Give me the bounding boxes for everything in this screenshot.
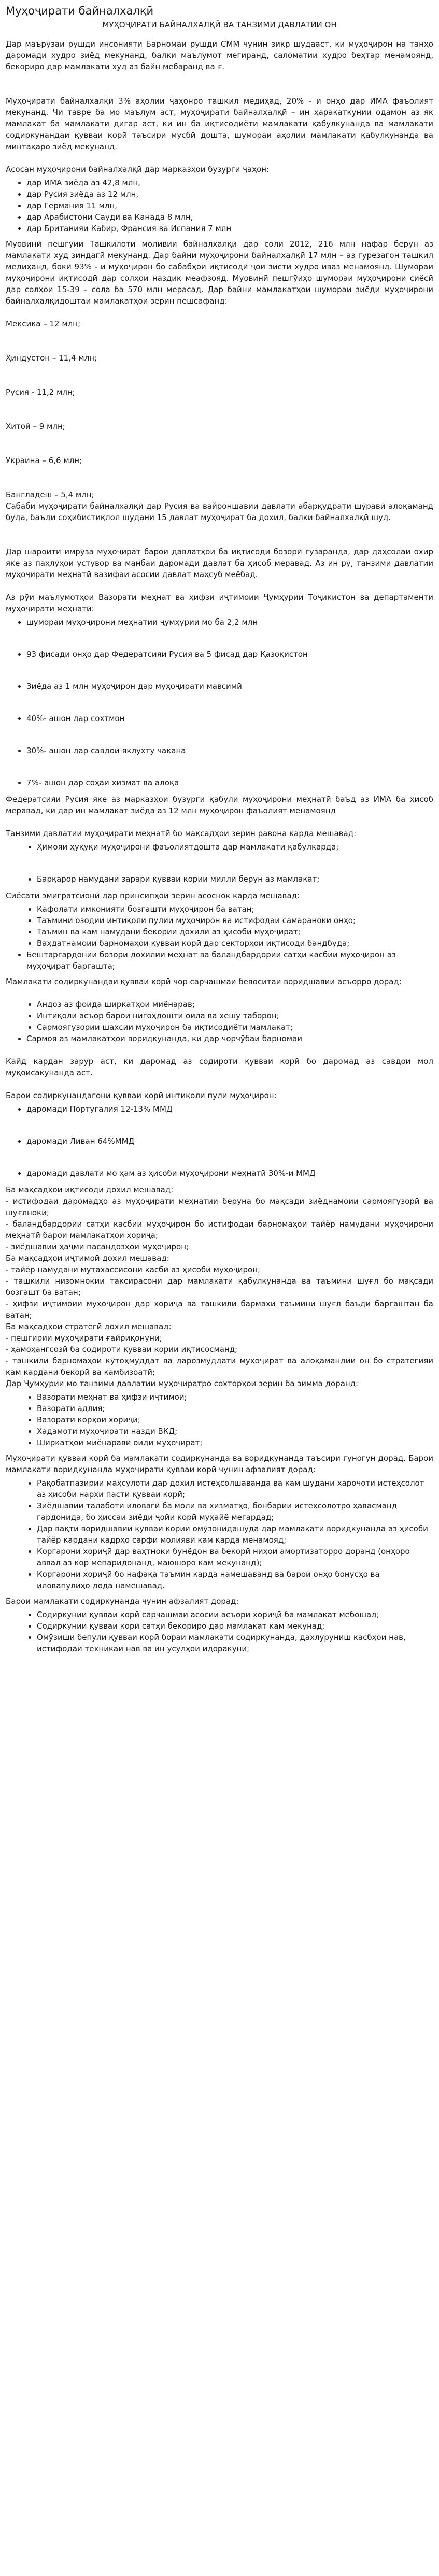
paragraph-sources-intro: Мамлакати содиркунандаи қувваи корӣ чор сарчашмаи бевоситаи воридшавии асъорро дорад:	[6, 977, 402, 986]
paragraph-strategic-goal-2: - ҳамоҳангсозӣ ба содироти қувваи кории иқтисосманд;	[6, 1345, 238, 1354]
list-item: • Вазорати корҳои хориҷӣ;	[37, 1414, 433, 1426]
sources-list	[6, 999, 433, 1033]
intro-paragraph: Дар маърӯзаи рушди инсонияти Барномаи рушди СММ чунин зикр шудааст, ки муҳоҷирон на танҳо даромади худро зиёд мекунанд, балки маълумот мегиранд, саломатии худро беҳтар менамоянд, бекориро дар мамлакати худ аз байн мебаранд ва ғ.	[6, 39, 433, 71]
paragraph-social-goals: Ба мақсадҳои иҷтимоӣ дохил мешавад:	[6, 1254, 169, 1263]
paragraph-forecast: Муовинӣ пешгӯии Ташкилоти моливии байналхалқӣ дар соли 2012, 216 млн нафар берун аз мамлакати худ зиндагӣ мекунанд. Дар байни муҳоҷирони байналхалқӣ 17 млн – аз гурезагон ташкил медиҳанд, бокӣ 93% - и муҳоҷирон бо сабабҳои иқтисодӣ ҷои зисти худро иваз менамоянд. Шумораи муҳоҷирони иқтисодӣ дар солҳои наздик меафзояд. Муовинӣ пешгӯиҳо шумораи муҳоҷирони сиёсӣ дар солҳои 15-39 – сола ба 570 млн мерасад. Дар байни мамлакатҳои шумораи зиёди муҳоҷирони байналхалқидоштаи мамлакатҳои зерин пешсафанд:	[6, 239, 433, 306]
list-item: • Андоз аз фоида ширкатҳои миёнарав;	[37, 999, 433, 1010]
list-item: • даромади давлати мо ҳам аз ҳисоби муҳоҷирони меҳнатӣ 30%-и ММД	[26, 1168, 433, 1179]
list-item: • Вазорати адлия;	[37, 1403, 433, 1414]
paragraph-social-goal-3: - ҳифзи иҷтимоии муҳоҷирон дар хориҷа ва ташкили бармахи таъмини шуғл баъди баргаштан ба ватан;	[6, 1299, 433, 1320]
list-item: • Дар вақти воридшавии қувваи кории омӯзонидашуда дар мамлакати воридкунанда аз ҳисоби тайёр кардани кадрҳо сарфи молиявӣ кам карда менамояд;	[37, 1523, 433, 1546]
centers-list	[6, 177, 433, 234]
stats-list	[6, 616, 433, 788]
country-russia: Русия - 11,2 млн;	[6, 387, 75, 397]
paragraph-strategic-goals: Ба мақсадҳои стратегӣ дохил мешавад:	[6, 1322, 172, 1331]
list-item: • даромади Ливан 64%ММД	[26, 1135, 433, 1147]
list-item: • Хадамоти муҳоҷирати назди ВКД;	[37, 1426, 433, 1437]
list-item: • Сармоягузории шахсии муҳоҷирон ба иқтисодиёти мамлакат;	[37, 1021, 433, 1033]
paragraph-remit-intro: Барои содиркунандагони қувваи корӣ интиқоли пули муҳоҷирон:	[6, 1091, 277, 1100]
list-item: • Коргарони хориҷӣ бо нафақа таъмин карда намешаванд ва барои онҳо бонусҳо ва иловапулиҳо дода намешавад.	[37, 1568, 433, 1591]
list-item: • 7%- ашон дар соҳаи хизмат ва алоқа	[26, 777, 433, 788]
export-advantages-list	[6, 1609, 433, 1654]
list-item: • Таъмини озодии интиқоли пулии муҳоҷирон ва истифодаи самараноки онҳо;	[37, 915, 433, 926]
list-item: • Ҳимояи ҳуқуқи муҳоҷирони фаъолиятдошта дар мамлакати қабулкарда;	[37, 841, 433, 853]
paragraph-social-goal-2: - ташкили низомнокии таксирасони дар мамлакати қабулкунанда ва таъмини шуғл бо мақсади бозгашт ба ватан;	[6, 1276, 433, 1297]
country-china: Хитой – 9 млн;	[6, 422, 65, 431]
country-ukraine: Украина – 6,6 млн;	[6, 456, 82, 465]
import-advantages-list	[6, 1477, 433, 1591]
list-item: • дар ИМА зиёда аз 42,8 млн,	[26, 177, 433, 189]
paragraph-russia-center: Федератсияи Русия яке аз марказҳои бузурги қабули муҳоҷирони меҳнатӣ баъд аз ИМА ба ҳисоб меравад, ки дар ин мамлакат зиёда аз 12 млн муҳоҷирон фаъолият менамоянд	[6, 795, 433, 815]
list-item: • Интиқоли асъор барои нигоҳдошти оила ва хешу таборон;	[37, 1010, 433, 1021]
principles-list	[6, 903, 433, 949]
paragraph-bodies-intro: Дар Ҷумҳурии мо танзими давлатии муҳоҷиратро сохторҳои зерин ба зимма доранд:	[6, 1379, 359, 1388]
remit-list	[6, 1103, 433, 1179]
sources-outer-list	[6, 1033, 433, 1044]
list-item: • Содиркунии қувваи корӣ сатҳи бекориро дар мамлакат кам мекунад;	[37, 1620, 433, 1632]
list-item: • Содиркунии қувваи корӣ сарчашмаи асосии асъори хориҷӣ ба мамлакат мебошад;	[37, 1609, 433, 1620]
list-item: • Коргарони хориҷӣ дар ваҳтноки бунёдон ва бекорӣ ниҳои амортизаторро доранд (онҳоро аввал аз кор мепаридонанд, маюшоро кам мекунанд);	[37, 1546, 433, 1568]
paragraph-export-intro: Барои мамлакати содиркунанда чунин афзалият дорад:	[6, 1596, 239, 1606]
paragraph-economic-goals: Ба мақсадҳои иқтисоди дохил мешавад:	[6, 1185, 174, 1195]
paragraph-goals-intro: Танзими давлатии муҳоҷирати меҳнатӣ бо мақсадҳои зерин равона карда мешавад:	[6, 829, 357, 838]
paragraph-migration-share: Муҳоҷирати байналхалқӣ 3% аҳолии ҷаҳонро ташкил медиҳад, 20% - и онҳо дар ИМА фаъолият мекунанд. Чи тавре ба мо маълум аст, муҳоҷирати байналхалқӣ – ин ҳаракаткунии одамон аз як мамлакат ба мамлакати дигар аст, ки ин ба иқтисодиёти мамлакати қабулкунанда ва мамлакати содиркунандаи қувваи корӣ таъсири мусбӣ дошта, шумораи аҳолии мамлакати қабулкунанда ва минтақаро зиёд мекунанд.	[6, 96, 433, 151]
paragraph-strategic-goal-1: - пешгирии муҳоҷирати ғайриқонунӣ;	[6, 1333, 162, 1343]
list-item: • Бештаргардонии бозори дохилии меҳнат ва баландбардории сатҳи касбии муҳоҷирон аз муҳоҷират баргашта;	[26, 949, 433, 972]
list-item: • дар Арабистони Саудӣ ва Канада 8 млн,	[26, 211, 433, 223]
list-item: • Барқарор намудани зарари қувваи кории миллӣ берун аз мамлакат;	[37, 873, 433, 885]
paragraph-economic-goal-3: - зиёдшавии ҳаҷми пасандозҳои муҳоҷирон;	[6, 1242, 189, 1251]
page-subtitle: МУҲОҶИРАТИ БАЙНАЛХАЛҚӢ ВА ТАНЗИМИ ДАВЛАТИИ ОН	[102, 20, 337, 30]
list-item: • Кафолати имконияти бозгашти муҳоҷирон ба ватан;	[37, 903, 433, 915]
list-item: • Таъмин ва кам намудани бекории дохилӣ аз ҳисоби муҳоҷират;	[37, 926, 433, 938]
paragraph-export-income: Кайд кардан зарур аст, ки даромад аз содироти қувваи корӣ бо даромад аз савдои мол муқоисакунанда аст.	[6, 1057, 433, 1077]
list-item: • Сармоя аз мамлакатҳои воридкунанда, ки дар чорчӯбаи барномаи	[26, 1033, 433, 1044]
paragraph-social-goal-1: - тайёр намудани мутахассисони касбӣ аз ҳисоби муҳоҷирон;	[6, 1265, 261, 1274]
list-item: • дар Русия зиёда аз 12 млн,	[26, 189, 433, 200]
country-india: Ҳиндустон – 11,4 млн;	[6, 353, 97, 363]
list-item: • Ваҳдатнамоии барномаҳои қувваи корӣ дар секторҳои иқтисоди бандбуда;	[37, 938, 433, 949]
principles-outer-list	[6, 949, 433, 972]
list-item: • Зиёдшавии талаботи иловагӣ ба моли ва хизматҳо, бонбарии истеҳсолотро ҳавасманд гардонида, бо ҳиссаи зиёди ҷойи корӣ муҳайё мегардад;	[37, 1500, 433, 1523]
list-item: • Омӯзиши бепули қувваи корӣ бораи мамлакати содиркунанда, дахлуруниш касбҳои нав, истифодаи техникаи нав ва ин усулҳои идоракунӣ;	[37, 1632, 433, 1654]
page-title: Муҳоҷирати байналхалқӣ	[6, 5, 154, 17]
list-item: • даромади Португалия 12-13% ММД	[26, 1103, 433, 1115]
list-item: • Зиёда аз 1 млн муҳоҷирон дар муҳоҷирати мавсимӣ	[26, 681, 433, 692]
list-item: • 40%- ашон дар сохтмон	[26, 713, 433, 724]
list-item: • Вазорати меҳнат ва ҳифзи иҷтимоӣ;	[37, 1391, 433, 1403]
paragraph-import-intro: Муҳоҷирати қувваи корӣ ба мамлакати содиркунанда ва воридкунанда таъсири гуногун дорад. Барои мамлакати воридкунанда муҳоҷирати қувваи корӣ чунин афзалият дорад:	[6, 1454, 433, 1474]
list-item: • Рақобатпазирии маҳсулоти дар дохил истеҳсолшаванда ва кам шудани харочоти истеҳсолот аз ҳисоби нархи пасти қувваи корӣ;	[37, 1477, 433, 1500]
paragraph-economic-goal-2: - баландбардории сатҳи касбии муҳоҷирон бо истифодаи барномаҳои тайёр намудани муҳоҷирони меҳнатӣ барои мамлакатҳои хориҷа;	[6, 1219, 433, 1240]
paragraph-strategic-goal-3: - ташкили барномаҳои кӯтоҳмуддат ва дарозмуддати муҳоҷират ва алоқамандии он бо стратегияи кам кардани бекорӣ ва камбизоатӣ;	[6, 1356, 433, 1377]
list-item: • Ширкатҳои миёнаравӣ оиди муҳоҷират;	[37, 1437, 433, 1448]
list-item: • 30%- ашон дар савдои яклухту чакана	[26, 745, 433, 756]
country-bangladesh: Бангладеш – 5,4 млн;	[6, 490, 94, 499]
paragraph-economic-goal-1: - истифодаи даромадҳо аз муҳоҷирати меҳнатии берунa бо мақсади зиёднамоии сармоягузорӣ ва шуғлнокӣ;	[6, 1197, 433, 1217]
list-item: • шумораи муҳоҷирони меҳнатии ҷумҳурии мо ба 2,2 млн	[26, 616, 433, 628]
paragraph-centers-intro: Асосан муҳоҷирони байналхалқӣ дар марказҳои бузурги ҷаҳон:	[6, 165, 270, 174]
paragraph-principles-intro: Сиёсати эмигратсионӣ дар принсипҳои зерин асоснок карда мешавад:	[6, 891, 300, 900]
list-item: • 93 фисади онҳо дар Федератсияи Русия ва 5 фисад дар Қазоқистон	[26, 649, 433, 660]
paragraph-market-economy: Дар шароити имрӯза муҳоҷират барои давлатҳои ба иқтисоди бозорӣ гузаранда, дар даҳсолаи охир яке аз паҳлӯҳои устувор ва манбаи даромади давлат ба ҳисоб меравад. Аз ин рӯ, танзими давлатии муҳоҷирати меҳнатӣ вазифаи асосии давлат маҳсуб меёбад.	[6, 547, 433, 579]
goals-list	[6, 841, 433, 885]
paragraph-ussr: Сабаби муҳоҷирати байналхалқӣ дар Русия ва вайроншавии давлати абарқудрати шӯравӣ алоқаманд буда, баъди соҳибистиқлол шудани 15 давлат муҳоҷират ба дохил, балки байналхалқӣ шуд.	[6, 501, 433, 522]
list-item: • дар Германия 11 млн,	[26, 200, 433, 211]
list-item: • дар Британияи Кабир, Франсия ва Испания 7 млн	[26, 223, 433, 234]
paragraph-ministry-data: Аз рӯи маълумотҳои Вазорати меҳнат ва ҳифзи иҷтимоии Ҷумҳурии Тоҷикистон ва департаменти муҳоҷирати меҳнатӣ:	[6, 593, 433, 613]
bodies-list	[6, 1391, 433, 1448]
country-mexico: Мексика – 12 млн;	[6, 319, 81, 328]
